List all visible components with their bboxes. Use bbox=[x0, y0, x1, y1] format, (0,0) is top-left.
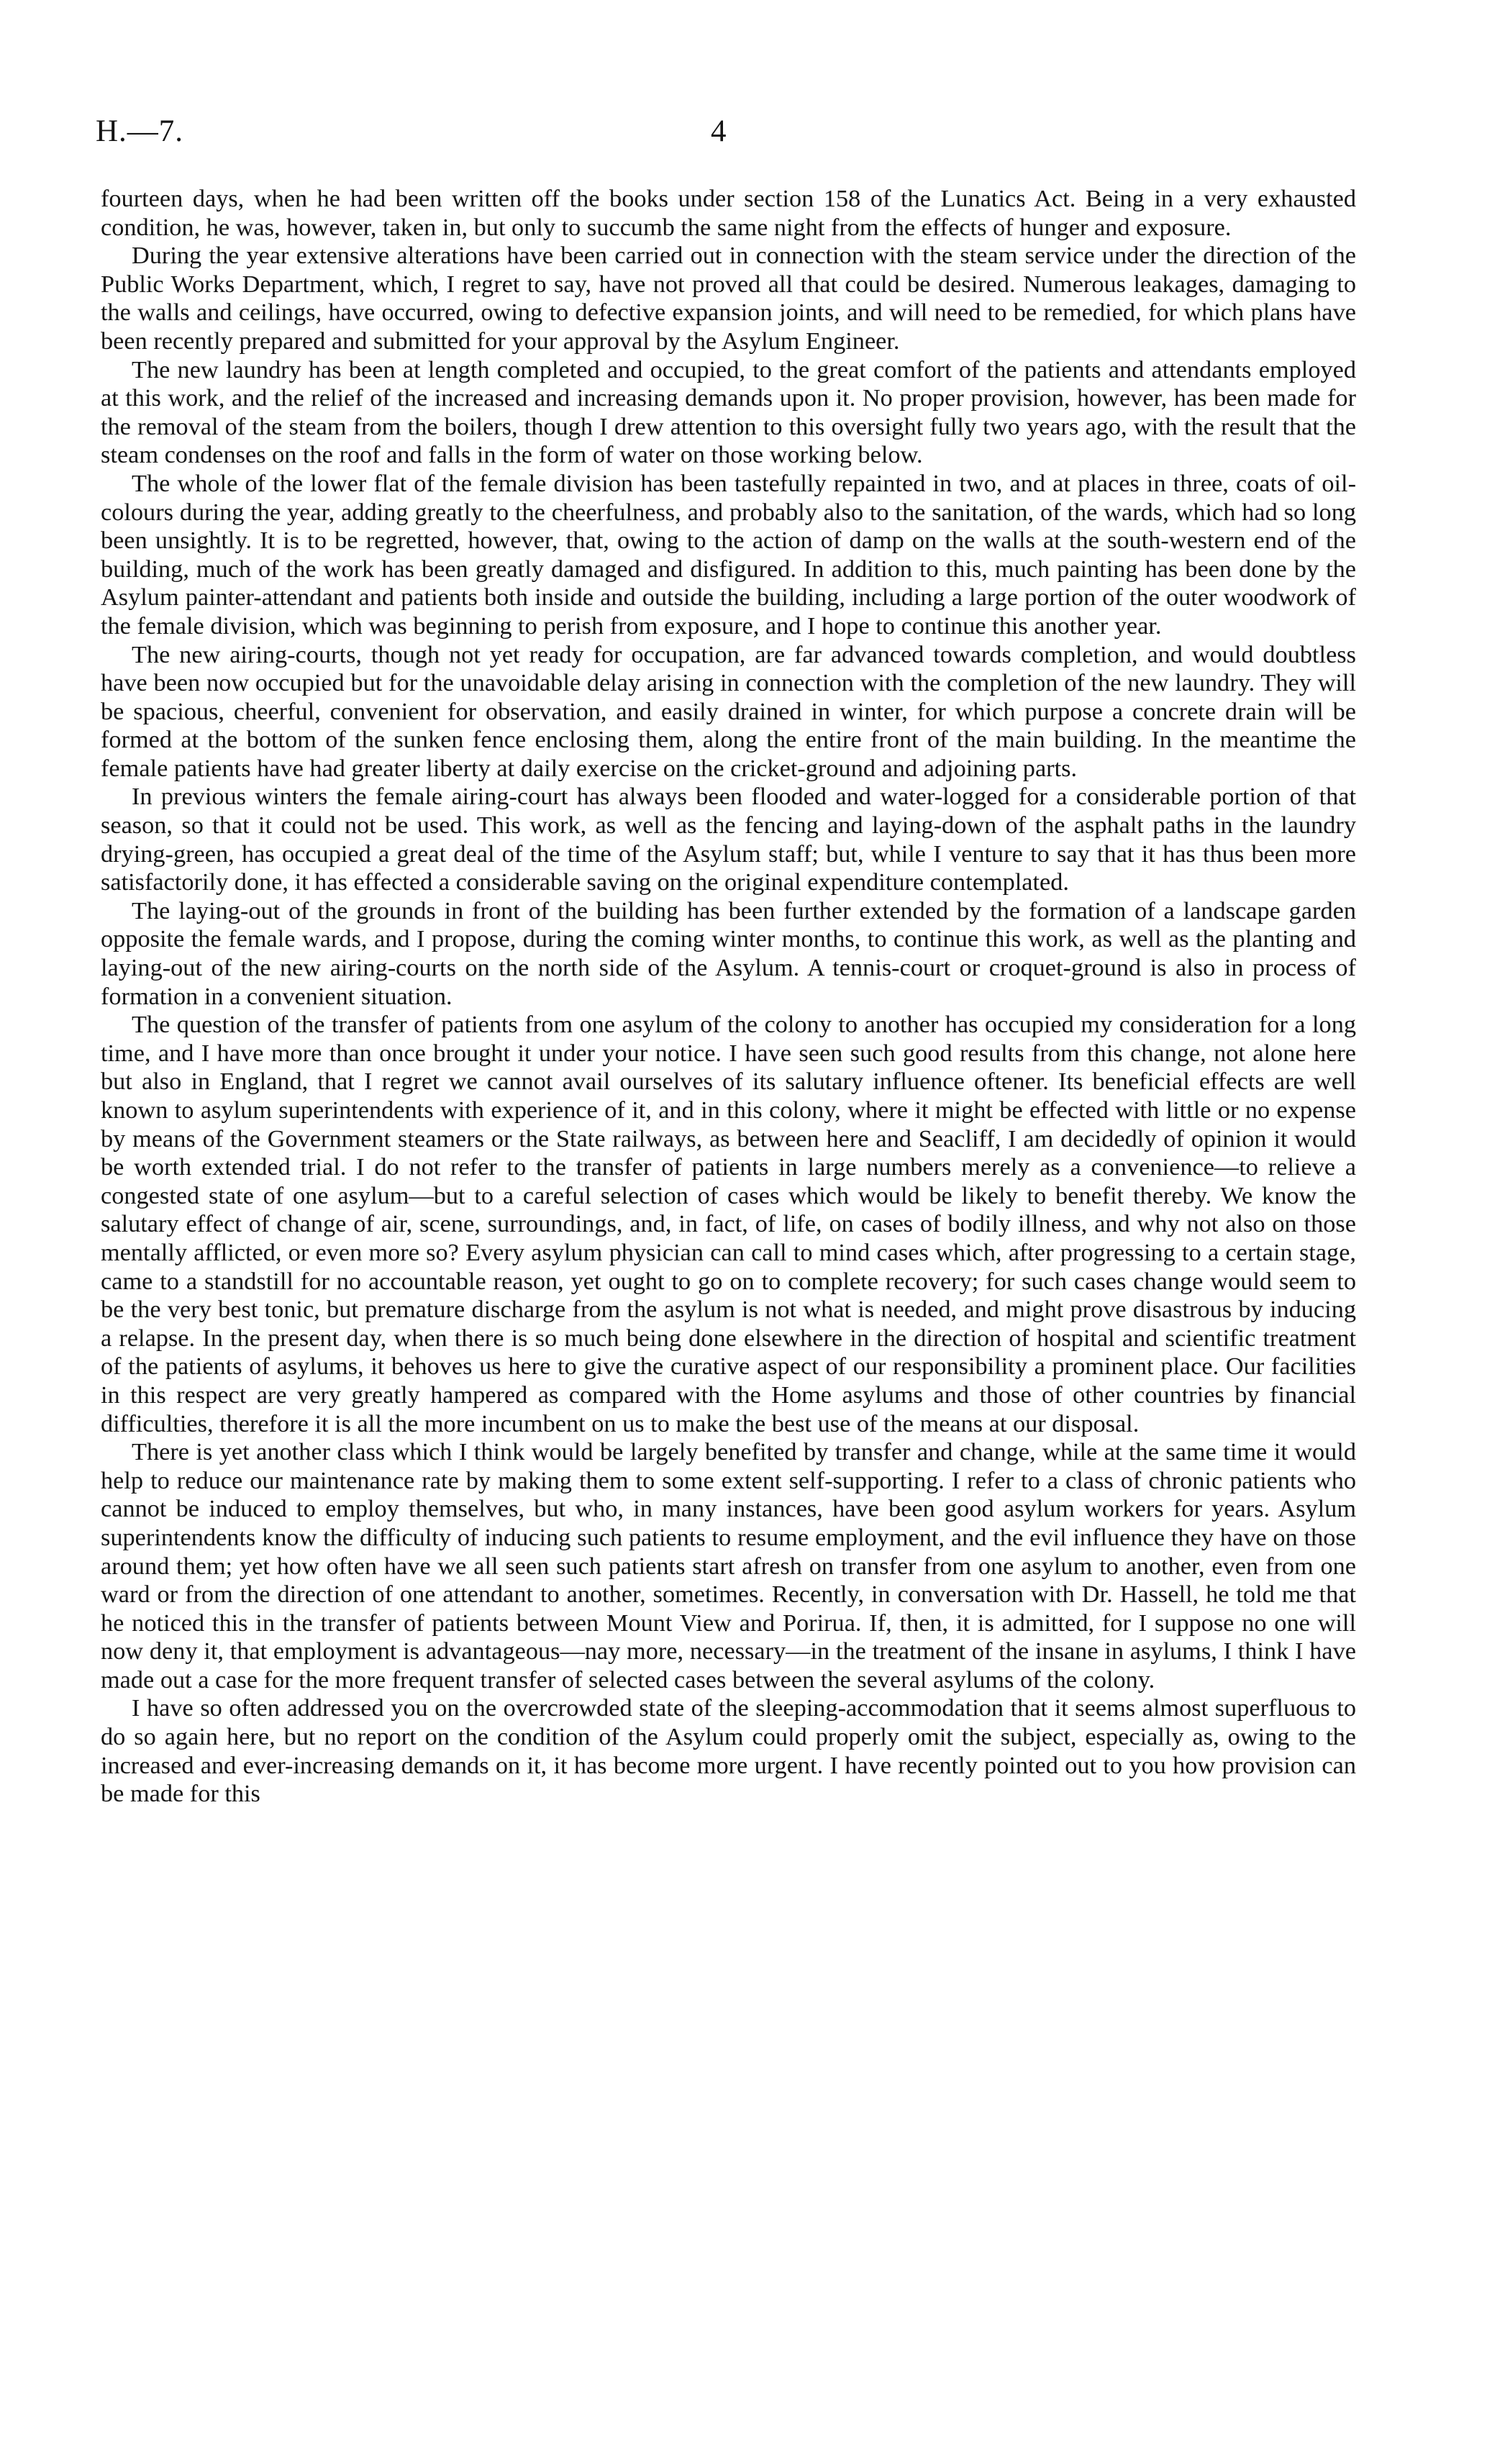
body-text bbox=[101, 185, 1356, 2358]
paragraph-new-laundry: The new laundry has been at length completed and occupied, to the great comfort of the patients and attendants employed at this work, and the relief of the increased and increasing demands upon it. No proper provision, however, has been made for the removal of the steam from the boilers, though I drew attention to this oversight fully two years ago, with the result that the steam condenses on the roof and falls in the form of water on those working below. bbox=[101, 355, 1356, 469]
paragraph-grounds-layout: The laying-out of the grounds in front of the building has been further extended by the formation of a landscape garden opposite the female wards, and I propose, during the coming winter months, to continue this work, as well as the planting and laying-out of the new airing-courts on the north side of the Asylum. A tennis-court or croquet-ground is also in process of formation in a convenient situation. bbox=[101, 896, 1356, 1010]
paragraph-repainting: The whole of the lower flat of the female division has been tastefully repainted in two, and at places in three, coats of oil-colours during the year, adding greatly to the cheerfulness, and probably also to the sanitation, of the wards, which had so long been unsightly. It is to be regretted, however, that, owing to the action of damp on the walls at the south-western end of the building, much of the work has been greatly damaged and disfigured. In addition to this, much painting has been done by the Asylum painter-attendant and patients both inside and outside the building, including a large portion of the outer woodwork of the female division, which was beginning to perish from exposure, and I hope to continue this another year. bbox=[101, 469, 1356, 640]
paragraph-continuation: fourteen days, when he had been written off the books under section 158 of the Lunatics Act. Being in a very exhausted condition, he was, however, taken in, but only to succumb the same night from the effects of hunger and exposure. bbox=[101, 185, 1356, 241]
page-header bbox=[0, 114, 1487, 157]
paragraph-steam-service: During the year extensive alterations have been carried out in connection with the steam service under the direction of the Public Works Department, which, I regret to say, have not proved all that could be desired. Numerous leakages, damaging to the walls and ceilings, have occurred, owing to defective expansion joints, and will need to be remedied, for which plans have been recently prepared and submitted for your approval by the Asylum Engineer. bbox=[101, 242, 1356, 355]
document-reference: H.—7. bbox=[96, 114, 184, 148]
paragraph-airing-courts: The new airing-courts, though not yet ready for occupation, are far advanced towards completion, and would doubtless have been now occupied but for the unavoidable delay arising in connection with the completion of the new laundry. They will be spacious, cheerful, convenient for observation, and easily drained in winter, for which purpose a concrete drain will be formed at the bottom of the sunken fence enclosing them, along the entire front of the main building. In the meantime the female patients have had greater liberty at daily exercise on the cricket-ground and adjoining parts. bbox=[101, 640, 1356, 782]
paragraph-chronic-patients: There is yet another class which I think would be largely benefited by transfer and change, while at the same time it would help to reduce our maintenance rate by making them to some extent self-supporting. I refer to a class of chronic patients who cannot be induced to employ themselves, but who, in many instances, have been good asylum workers for years. Asylum superintendents know the difficulty of inducing such patients to resume employment, and the evil influence they have on those around them; yet how often have we all seen such patients start afresh on transfer from one asylum to another, even from one ward or from the direction of one attendant to another, sometimes. Recently, in conversation with Dr. Hassell, he told me that he noticed this in the transfer of patients between Mount View and Porirua. If, then, it is admitted, for I suppose no one will now deny it, that employment is advantageous—nay more, necessary—in the treatment of the insane in asylums, I think I have made out a case for the more frequent transfer of selected cases between the several asylums of the colony. bbox=[101, 1438, 1356, 1694]
paragraph-transfer-of-patients: The question of the transfer of patients from one asylum of the colony to another has occupied my consideration for a long time, and I have more than once brought it under your notice. I have seen such good results from this change, not alone here but also in England, that I regret we cannot avail ourselves of its salutary influence oftener. Its beneficial effects are well known to asylum superintendents with experience of it, and in this colony, where it might be effected with little or no expense by means of the Government steamers or the State railways, as between here and Seacliff, I am decidedly of opinion it would be worth extended trial. I do not refer to the transfer of patients in large numbers merely as a convenience—to relieve a congested state of one asylum—but to a careful selection of cases which would be likely to benefit thereby. We know the salutary effect of change of air, scene, surroundings, and, in fact, of life, on cases of bodily illness, and why not also on those mentally afflicted, or even more so? Every asylum physician can call to mind cases which, after progressing to a certain stage, came to a standstill for no accountable reason, yet ought to go on to complete recovery; for such cases change would seem to be the very best tonic, but premature discharge from the asylum is not what is needed, and might prove disastrous by inducing a relapse. In the present day, when there is so much being done elsewhere in the direction of hospital and scientific treatment of the patients of asylums, it behoves us here to give the curative aspect of our responsibility a prominent place. Our facilities in this respect are very greatly hampered as compared with the Home asylums and those of other countries by financial difficulties, therefore it is all the more incumbent on us to make the best use of the means at our disposal. bbox=[101, 1011, 1356, 1437]
page-number: 4 bbox=[711, 114, 727, 148]
paragraph-previous-winters: In previous winters the female airing-court has always been flooded and water-logged for a considerable portion of that season, so that it could not be used. This work, as well as the fencing and laying-down of the asphalt paths in the laundry drying-green, has occupied a great deal of the time of the Asylum staff; but, while I venture to say that it has thus been more satisfactorily done, it has effected a considerable saving on the original expenditure contemplated. bbox=[101, 783, 1356, 896]
paragraph-sleeping-accommodation: I have so often addressed you on the overcrowded state of the sleeping-accommodation that it seems almost superfluous to do so again here, but no report on the condition of the Asylum could properly omit the subject, especially as, owing to the increased and ever-increasing demands on it, it has become more urgent. I have recently pointed out to you how provision can be made for this bbox=[101, 1694, 1356, 1808]
